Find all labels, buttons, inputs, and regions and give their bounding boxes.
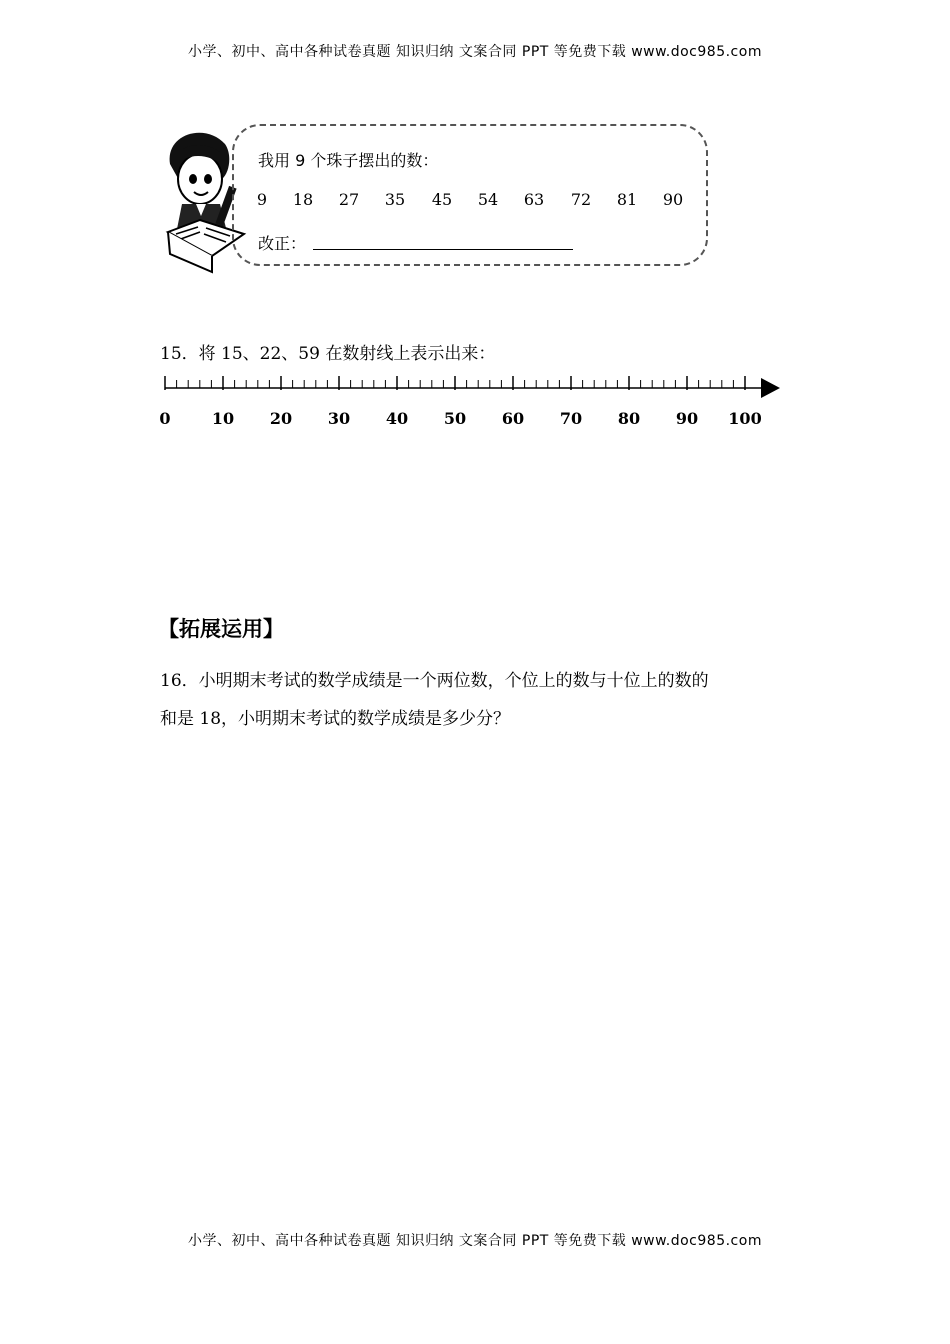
number-line[interactable] — [155, 368, 795, 438]
bead-number: 27 — [338, 190, 360, 209]
tick-label: 90 — [675, 409, 699, 428]
bead-number: 9 — [256, 190, 268, 209]
tick-label: 100 — [728, 409, 762, 428]
tick-label: 20 — [269, 409, 293, 428]
tick-label: 70 — [559, 409, 583, 428]
bead-number: 90 — [662, 190, 684, 209]
page-header: 小学、初中、高中各种试卷真题 知识归纳 文案合同 PPT 等免费下载 www.doc985.com — [188, 44, 762, 60]
page-footer: 小学、初中、高中各种试卷真题 知识归纳 文案合同 PPT 等免费下载 www.doc985.com — [188, 1233, 762, 1249]
bead-number: 45 — [431, 190, 453, 209]
question-16-line-2: 和是 18，小明期末考试的数学成绩是多少分？ — [160, 709, 511, 729]
bead-number: 18 — [292, 190, 314, 209]
tick-label: 30 — [327, 409, 351, 428]
section-title: 【拓展运用】 — [158, 617, 284, 641]
tick-label: 40 — [385, 409, 409, 428]
bubble-title: 我用 9 个珠子摆出的数： — [258, 151, 439, 170]
correction-label: 改正： — [258, 234, 307, 253]
bead-number: 54 — [477, 190, 499, 209]
bead-number: 72 — [570, 190, 592, 209]
bead-number: 35 — [384, 190, 406, 209]
number-line-arrow — [761, 378, 780, 398]
question-16-line-1: 16．小明期末考试的数学成绩是一个两位数，个位上的数与十位上的数的 — [160, 671, 709, 691]
tick-label: 0 — [159, 409, 171, 428]
tick-label: 80 — [617, 409, 641, 428]
question-15: 15．将 15、22、59 在数射线上表示出来： — [160, 344, 496, 364]
tick-label: 50 — [443, 409, 467, 428]
tick-label: 60 — [501, 409, 525, 428]
question-16 — [160, 662, 780, 738]
correction-answer-line[interactable] — [313, 249, 573, 250]
bead-number: 81 — [616, 190, 638, 209]
bead-number: 63 — [523, 190, 545, 209]
tick-label: 10 — [211, 409, 235, 428]
